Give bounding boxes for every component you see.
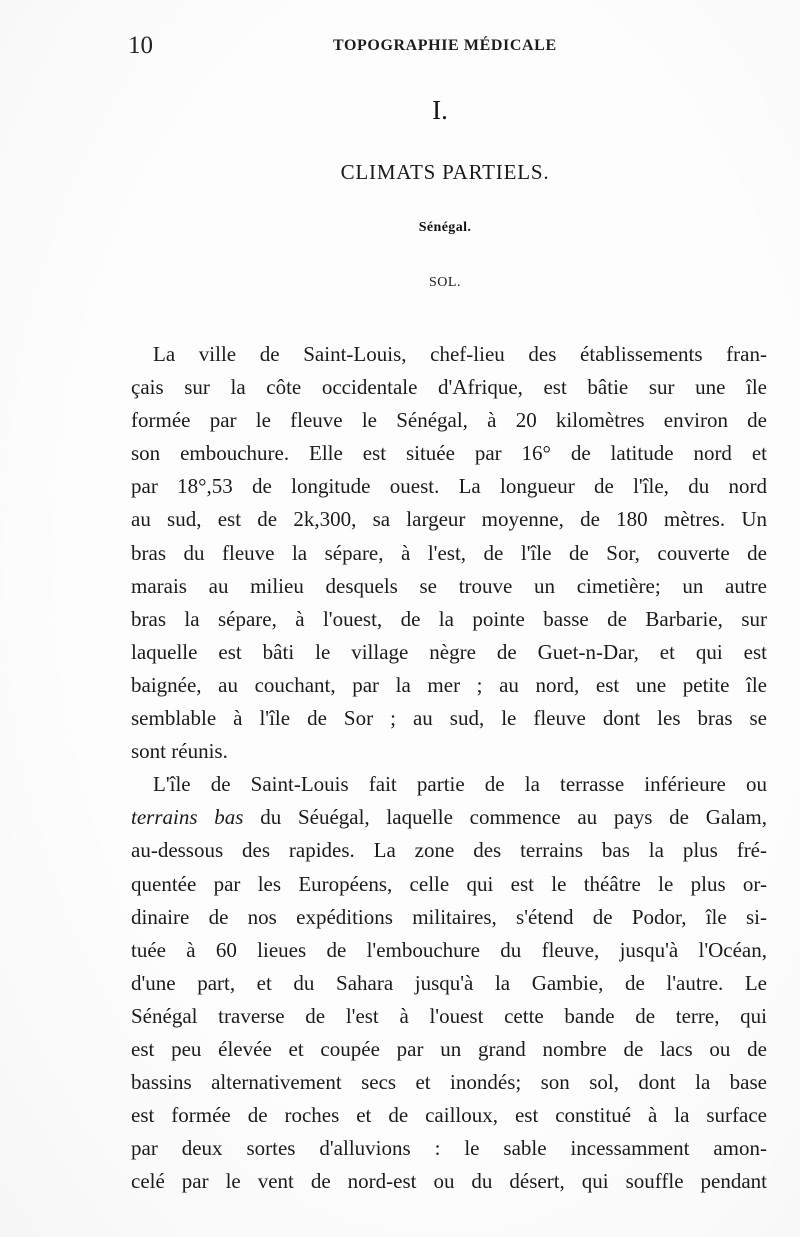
text-line: d'une part, et du Sahara jusqu'à la Gambie, de l'autre. Le xyxy=(131,970,767,995)
subsection-title: Sénégal. xyxy=(418,220,472,235)
text-line: par 18°,53 de longitude ouest. La longueur de l'île, du nord xyxy=(131,474,767,499)
text-line: bassins alternativement secs et inondés; son sol, dont la base xyxy=(131,1070,767,1095)
paragraph-1 xyxy=(131,338,767,768)
text-line: L'île de Saint-Louis fait partie de la terrasse inférieure ou xyxy=(153,772,767,797)
section-title: CLIMATS PARTIELS. xyxy=(340,160,550,184)
text-line: est formée de roches et de cailloux, est constitué à la surface xyxy=(131,1103,767,1128)
body-text xyxy=(131,338,767,1198)
running-head: TOPOGRAPHIE MÉDICALE xyxy=(333,37,557,54)
text-line: bras du fleuve la sépare, à l'est, de l'île de Sor, couverte de xyxy=(131,540,767,565)
text-line: quentée par les Européens, celle qui est le théâtre le plus or- xyxy=(131,871,767,896)
text-line: tuée à 60 lieues de l'embouchure du fleuve, jusqu'à l'Océan, xyxy=(131,937,767,962)
page-number: 10 xyxy=(128,32,153,59)
text-line: sont réunis. xyxy=(131,739,228,764)
text-line: formée par le fleuve le Sénégal, à 20 kilomètres environ de xyxy=(131,408,767,433)
text-line: au sud, est de 2k,300, sa largeur moyenne, de 180 mètres. Un xyxy=(131,507,767,532)
text-line: son embouchure. Elle est située par 16° de latitude nord et xyxy=(131,441,767,466)
sub-subtitle: SOL. xyxy=(429,275,461,290)
text-line: bras la sépare, à l'ouest, de la pointe basse de Barbarie, sur xyxy=(131,606,767,631)
text-line: est peu élevée et coupée par un grand nombre de lacs ou de xyxy=(131,1036,767,1061)
text-line: Sénégal traverse de l'est à l'ouest cette bande de terre, qui xyxy=(131,1003,767,1028)
text-line: par deux sortes d'alluvions : le sable incessamment amon- xyxy=(131,1136,767,1161)
text-line: semblable à l'île de Sor ; au sud, le fleuve dont les bras se xyxy=(131,706,767,731)
text-line: au-dessous des rapides. La zone des terrains bas la plus fré- xyxy=(131,838,767,863)
text-line: La ville de Saint-Louis, chef-lieu des établissements fran- xyxy=(153,342,767,366)
text-line: baignée, au couchant, par la mer ; au nord, est une petite île xyxy=(131,672,767,697)
text-line: laquelle est bâti le village nègre de Guet-n-Dar, et qui est xyxy=(131,639,767,664)
italic-term: terrains bas xyxy=(131,805,244,830)
text-line: marais au milieu desquels se trouve un cimetière; un autre xyxy=(131,573,767,598)
text-line xyxy=(131,801,767,834)
page-header xyxy=(128,32,776,62)
text-line: çais sur la côte occidentale d'Afrique, est bâtie sur une île xyxy=(131,375,767,400)
text-line: celé par le vent de nord-est ou du désert, qui souffle pendant xyxy=(131,1169,767,1194)
section-number: I. xyxy=(432,95,448,125)
text-fragment: du Séuégal, laquelle commence au pays de Galam, xyxy=(243,805,767,830)
text-line: dinaire de nos expéditions militaires, s'étend de Podor, île si- xyxy=(131,904,767,929)
paragraph-2 xyxy=(131,768,767,1198)
